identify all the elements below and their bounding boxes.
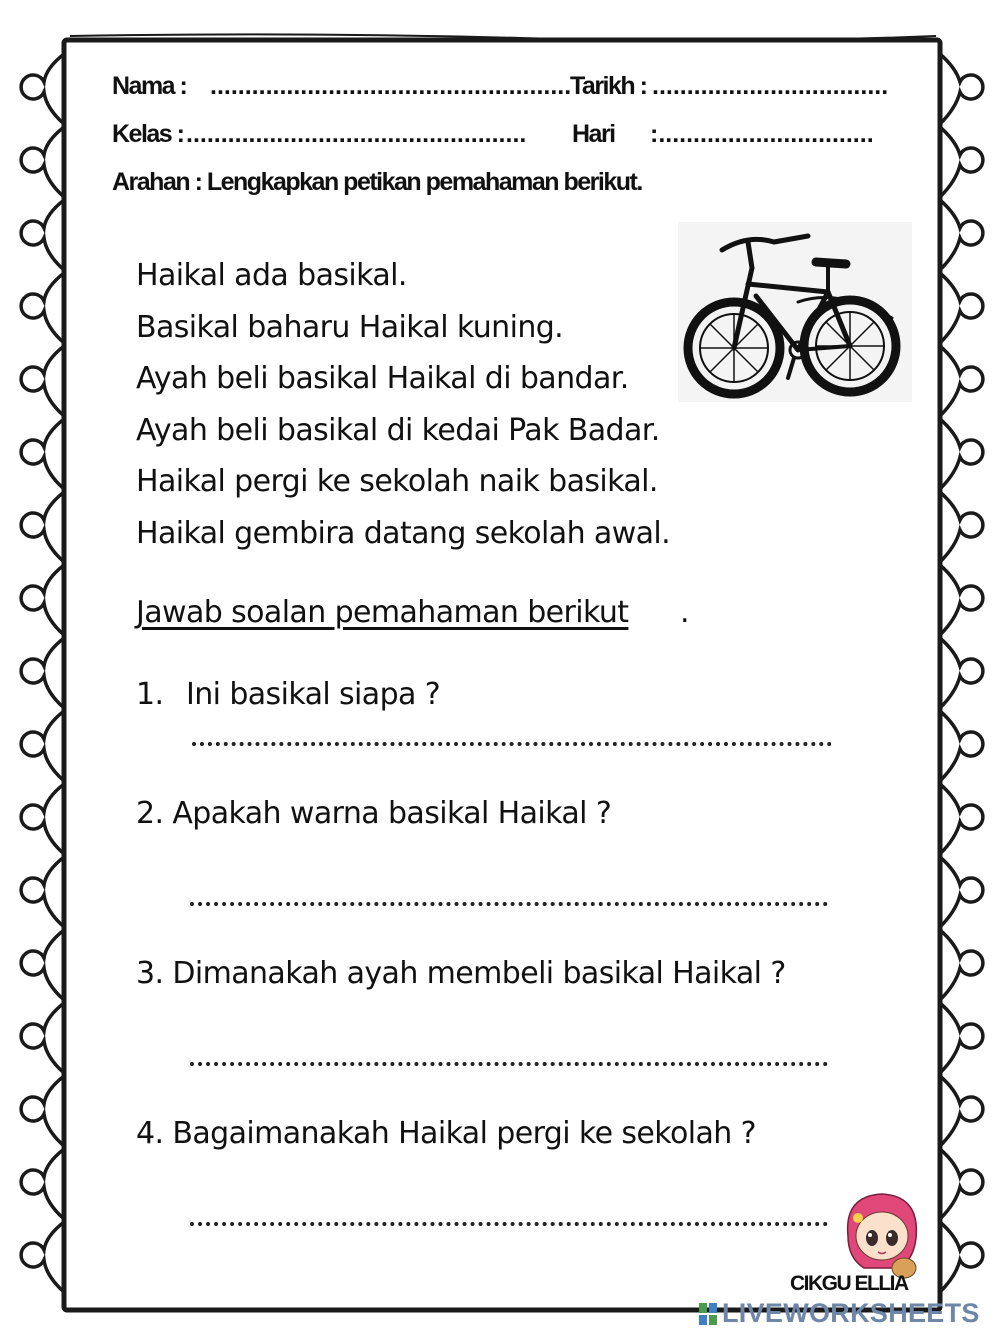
border-loop (940, 930, 983, 1000)
border-loop (940, 1003, 983, 1073)
instruction: Arahan : Lengkapkan petikan pemahaman berikut. (112, 168, 642, 196)
border-loop (940, 1149, 983, 1219)
story-line: Haikal pergi ke sekolah naik basikal. (136, 464, 658, 499)
border-loop (21, 638, 64, 708)
answer-line-1[interactable] (192, 742, 832, 746)
border-loop (940, 565, 983, 635)
question-text: Ini basikal siapa ? (186, 677, 441, 712)
story-line: Haikal gembira datang sekolah awal. (136, 515, 671, 551)
answer-line-4[interactable] (190, 1222, 828, 1226)
border-loop (940, 1076, 983, 1146)
border-loop (940, 857, 983, 927)
border-loop (940, 492, 983, 562)
girl-mascot-icon (834, 1188, 930, 1280)
question-2 (136, 796, 611, 831)
border-loop (21, 711, 64, 781)
story-line: Haikal ada basikal. (136, 258, 407, 293)
answer-line-2[interactable] (190, 902, 828, 906)
border-loop (940, 711, 983, 781)
question-text: Apakah warna basikal Haikal ? (172, 796, 612, 831)
day-blank[interactable]: :............................... (650, 120, 874, 148)
question-text: Dimanakah ayah membeli basikal Haikal ? (172, 956, 786, 991)
border-loop (940, 127, 983, 197)
border-loop (21, 930, 64, 1000)
date-label: Tarikh : (570, 72, 647, 100)
border-loop (21, 565, 64, 635)
name-label: Nama : (112, 72, 187, 100)
question-text: Bagaimanakah Haikal pergi ke sekolah ? (172, 1116, 756, 1151)
border-loop (21, 200, 64, 270)
bicycle-illustration (678, 222, 912, 402)
border-loop (21, 1003, 64, 1073)
story-line: Basikal baharu Haikal kuning. (136, 309, 564, 345)
credit-label: CIKGU ELLIA (790, 1272, 908, 1295)
date-blank[interactable]: .................................. (652, 72, 889, 100)
border-loop (21, 54, 64, 124)
border-loop (21, 1149, 64, 1219)
question-number: 2. (136, 796, 164, 831)
border-loop (940, 638, 983, 708)
question-4 (136, 1116, 756, 1151)
border-loop (940, 784, 983, 854)
border-loop (21, 492, 64, 562)
border-loop (940, 346, 983, 416)
border-loop (21, 419, 64, 489)
day-label: Hari (572, 120, 615, 148)
border-loop (21, 127, 64, 197)
name-blank[interactable]: .................................................... (210, 72, 572, 100)
question-3 (136, 956, 786, 991)
border-loop (21, 1076, 64, 1146)
questions-heading-period: . (680, 595, 689, 630)
question-number: 3. (136, 956, 164, 991)
class-label: Kelas : (112, 120, 184, 148)
watermark: LIVEWORKSHEETS (722, 1298, 980, 1328)
border-loop (21, 346, 64, 416)
story-line: Ayah beli basikal Haikal di bandar. (136, 361, 629, 396)
border-loop (21, 273, 64, 343)
border-loop (940, 54, 983, 124)
story-passage (136, 250, 670, 559)
question-number: 4. (136, 1116, 164, 1151)
question-1 (136, 677, 440, 712)
border-loop (21, 1222, 64, 1292)
border-loop (940, 1222, 983, 1292)
border-loop (940, 419, 983, 489)
border-loop (940, 273, 983, 343)
border-loop (21, 784, 64, 854)
answer-line-3[interactable] (190, 1062, 828, 1066)
questions-heading: Jawab soalan pemahaman berikut (136, 595, 629, 630)
liveworksheets-logo-icon (698, 1302, 718, 1326)
question-number: 1. (136, 677, 164, 712)
border-loop (21, 857, 64, 927)
class-blank[interactable]: ................................................. (186, 120, 527, 148)
border-loop (940, 200, 983, 270)
story-line: Ayah beli basikal di kedai Pak Badar. (136, 412, 660, 448)
